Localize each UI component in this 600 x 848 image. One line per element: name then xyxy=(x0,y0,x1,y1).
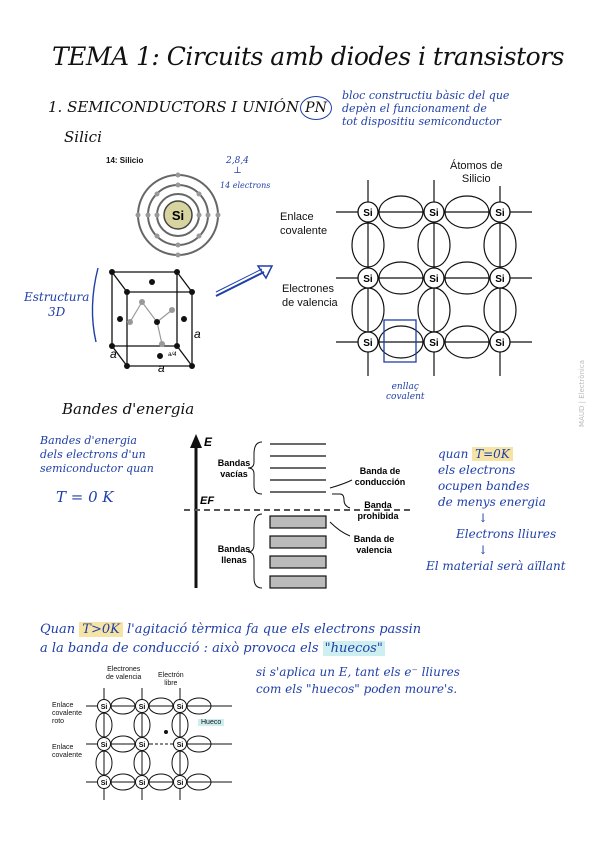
shell-bar: ⊥ xyxy=(233,166,242,176)
valence-label xyxy=(282,282,338,310)
axis-E: E xyxy=(204,435,213,449)
thermal-note xyxy=(40,620,580,658)
field-note xyxy=(256,664,460,698)
hueco-label: Hueco xyxy=(198,719,224,726)
lattice-atom: Si xyxy=(363,208,373,219)
bottom-atom: Si xyxy=(100,780,108,787)
bottom-atom: Si xyxy=(138,780,146,787)
covalent-label-line: Enlace xyxy=(280,211,314,223)
shell-note xyxy=(226,156,249,176)
bands-right-line: els electrons xyxy=(438,463,516,477)
axis-a4: a/4 xyxy=(168,352,177,358)
shell-config: 2,8,4 xyxy=(226,156,249,166)
silici-label: Silici xyxy=(64,128,102,146)
t-above-zero-highlight: T>0K xyxy=(79,622,123,637)
conduction-label: conducción xyxy=(354,477,406,487)
thermal-line xyxy=(40,639,580,658)
bottom-atom: Si xyxy=(100,742,108,749)
arrow-icon xyxy=(212,262,276,302)
bottom-valence-line: Electrones xyxy=(107,666,141,673)
bands-left-line: Bandes d'energia xyxy=(40,434,137,447)
empty-bands-label: Bandas xyxy=(217,458,251,468)
atoms-label xyxy=(450,160,503,186)
broken-bond-label xyxy=(52,702,82,726)
energy-bands-diagram xyxy=(182,432,414,594)
broken-bond-line: roto xyxy=(52,718,65,725)
watermark: MAUD | Electrònica xyxy=(578,360,586,427)
bottom-covalent-line: covalente xyxy=(52,752,82,759)
bands-right-word: quan xyxy=(438,447,469,461)
conduction-label: Banda de xyxy=(359,466,401,476)
empty-bands-label: vacías xyxy=(220,469,248,479)
pn-note-line: bloc constructiu bàsic del que xyxy=(342,89,510,102)
atom-caption: 14: Silicio xyxy=(106,156,144,165)
bottom-atom: Si xyxy=(138,742,146,749)
huecos-highlight: "huecos" xyxy=(324,641,383,656)
lattice-atom: Si xyxy=(495,274,505,285)
full-bands-label: llenas xyxy=(221,555,247,565)
free-electron xyxy=(164,730,168,734)
bottom-covalent-label xyxy=(52,744,82,760)
pn-badge: PN xyxy=(300,96,332,120)
forbidden-label: Banda xyxy=(364,500,392,510)
bands-right-line xyxy=(438,446,566,462)
structure3d-label-line: 3D xyxy=(48,305,66,319)
free-electron-line: libre xyxy=(164,680,178,687)
bottom-atom: Si xyxy=(138,704,146,711)
cubic-structure-diagram xyxy=(82,262,212,374)
covalent-label xyxy=(280,210,327,238)
page-title: TEMA 1: Circuits amb diodes i transistors xyxy=(52,42,564,71)
thermal-word: a la banda de conducció : això provoca els xyxy=(40,641,319,656)
energy-axis-arrow xyxy=(190,434,202,448)
valence-label-line: de valencia xyxy=(282,297,338,309)
structure3d-label-line: Estructura xyxy=(24,290,90,304)
bands-right-line: ocupen bandes xyxy=(438,479,530,493)
field-note-line: si s'aplica un E, tant els e⁻ lliures xyxy=(256,665,460,679)
enlace-note xyxy=(386,382,425,402)
bands-left-line: semiconductor quan xyxy=(40,462,154,475)
enlace-note-line: covalent xyxy=(386,392,425,402)
bands-right-line: ↓ xyxy=(478,511,489,525)
bands-left-line: dels electrons d'un xyxy=(40,448,146,461)
thermal-word: l'agitació tèrmica fa que els electrons passin xyxy=(126,622,422,637)
bands-right-note xyxy=(426,446,566,574)
bands-right-line: Electrons lliures xyxy=(456,527,557,541)
bottom-atom: Si xyxy=(176,742,184,749)
axis-a-bottom: a xyxy=(158,361,165,374)
silicon-lattice-diagram xyxy=(336,180,532,376)
bottom-valence-label xyxy=(106,666,141,682)
forbidden-label: prohibida xyxy=(357,511,399,521)
bottom-valence-line: de valencia xyxy=(106,674,142,681)
bands-left-note xyxy=(40,434,154,476)
lattice-atom: Si xyxy=(495,208,505,219)
pn-note-line: depèn el funcionament de xyxy=(342,102,487,115)
thermal-line xyxy=(40,620,580,639)
bottom-atom: Si xyxy=(176,704,184,711)
lattice-atom: Si xyxy=(429,338,439,349)
bottom-atom: Si xyxy=(176,780,184,787)
lattice-atom: Si xyxy=(429,208,439,219)
lattice-atom: Si xyxy=(363,274,373,285)
covalent-label-line: covalente xyxy=(280,225,328,237)
enlace-note-line: enllaç xyxy=(391,382,419,392)
valence-band-label: valencia xyxy=(356,545,392,555)
t0-formula: T = 0 K xyxy=(56,488,114,506)
broken-bond-line: covalente xyxy=(52,710,82,717)
field-note-line: com els "huecos" poden moure's. xyxy=(256,682,458,696)
section-heading: 1. SEMICONDUCTORS I UNIÓN xyxy=(48,98,300,116)
hole-lattice-diagram xyxy=(46,662,238,804)
broken-bond-line: Enlace xyxy=(52,702,74,709)
atom-symbol: Si xyxy=(171,208,185,223)
atoms-label-line: Átomos de xyxy=(450,160,503,172)
bands-heading: Bandes d'energia xyxy=(62,400,195,418)
lattice-atom: Si xyxy=(429,274,439,285)
axis-EF: EF xyxy=(200,495,215,507)
bands-right-line: de menys energia xyxy=(438,495,546,509)
bands-right-line: ↓ xyxy=(478,543,489,557)
axis-a-left: a xyxy=(110,347,117,361)
bottom-covalent-line: Enlace xyxy=(52,744,74,751)
valence-band-label: Banda de xyxy=(353,534,395,544)
axis-a-right: a xyxy=(194,327,201,341)
pn-note xyxy=(342,89,509,128)
t-zero-highlight: T=0K xyxy=(472,447,513,461)
atoms-label-line: Silicio xyxy=(461,173,491,185)
lattice-atom: Si xyxy=(495,338,505,349)
valence-label-line: Electrones xyxy=(282,283,334,295)
brace xyxy=(92,268,98,342)
silicon-atom-diagram xyxy=(130,170,230,260)
bands-right-line: El material serà aïllant xyxy=(426,559,566,573)
full-bands-label: Bandas xyxy=(217,544,251,554)
bottom-atom: Si xyxy=(100,704,108,711)
electrons-note: 14 electrons xyxy=(220,181,271,190)
thermal-word: Quan xyxy=(40,622,76,637)
free-electron-line: Electrón xyxy=(158,672,184,679)
lattice-atom: Si xyxy=(363,338,373,349)
pn-note-line: tot dispositiu semiconductor xyxy=(342,115,502,128)
structure3d-label xyxy=(24,290,89,320)
free-electron-label xyxy=(158,672,184,688)
